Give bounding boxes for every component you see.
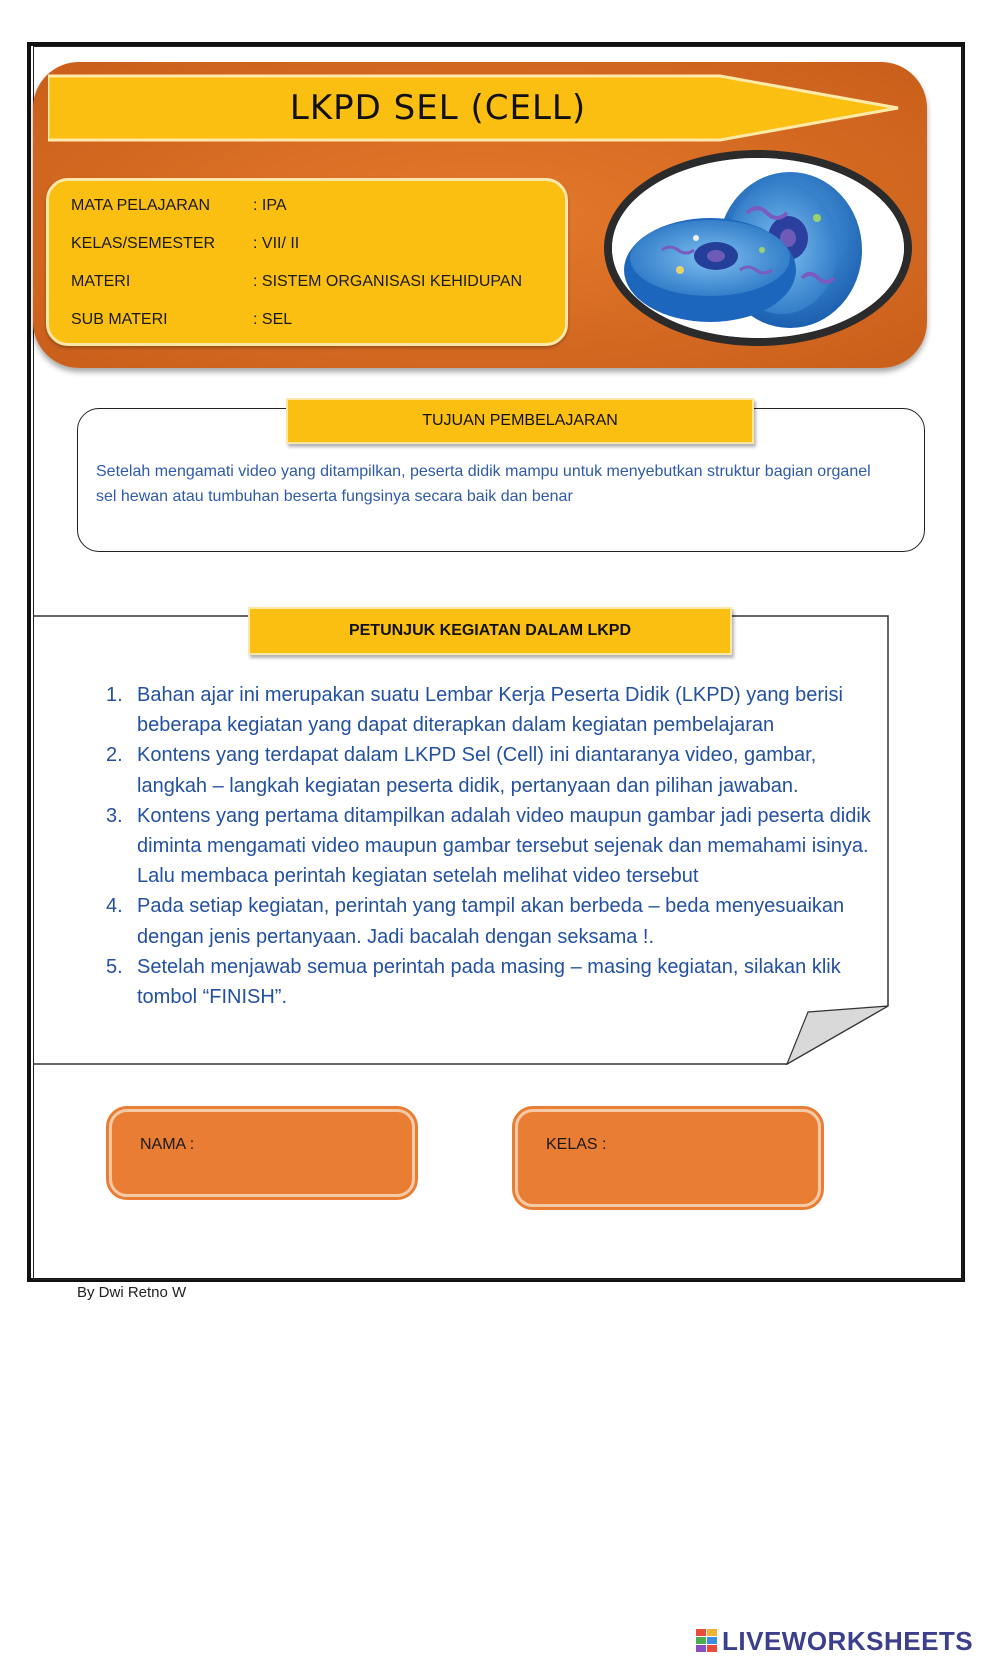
info-label: SUB MATERI [71,311,168,328]
list-item [106,801,886,892]
class-field-label: KELAS : [546,1136,607,1153]
info-value: : IPA [253,197,287,214]
step-text: Setelah menjawab semua perintah pada masing – masing kegiatan, silakan klik tombol “FINISH”. [137,955,841,1009]
name-field-label: NAMA : [140,1136,195,1153]
name-field[interactable] [109,1109,415,1197]
info-label: MATERI [71,273,131,290]
step-text: Kontens yang terdapat dalam LKPD Sel (Cell) ini diantaranya video, gambar, langkah – langkah kegiatan peserta didik, pertanyaan dan pilihan jawaban. [137,744,817,797]
learning-objective-heading: TUJUAN PEMBELAJARAN [286,398,754,444]
page-title: LKPD SEL (CELL) [289,88,587,128]
info-label: KELAS/SEMESTER [71,235,216,252]
brand-name: LIVEWORKSHEETS [722,1625,974,1656]
class-field[interactable] [515,1109,821,1207]
step-number: 1. [106,684,123,706]
step-number: 2. [106,744,123,767]
step-number: 5. [106,955,123,978]
step-text: Pada setiap kegiatan, perintah yang tampil akan berbeda – beda menyesuaikan dengan jenis pertanyaan. Jadi bacalah dengan seksama !. [137,895,845,948]
info-label: MATA PELAJARAN [71,197,210,214]
step-number: 4. [106,895,123,918]
list-item [106,891,886,951]
liveworksheets-blocks-icon [696,1629,718,1653]
list-item [106,952,886,1012]
step-text: Bahan ajar ini merupakan suatu Lembar Kerja Peserta Didik (LKPD) yang berisi beberapa kegiatan yang dapat diterapkan dalam kegiatan pembelajaran [137,684,843,737]
step-text: Kontens yang pertama ditampilkan adalah video maupun gambar jadi peserta didik diminta mengamati video maupun gambar tersebut sejenak dan memahami isinya. Lalu membaca perintah kegiatan setelah melihat video tersebut [137,804,871,888]
list-item [106,680,886,740]
instructions-heading: PETUNJUK KEGIATAN DALAM LKPD [248,607,732,655]
learning-objective-text: Setelah mengamati video yang ditampilkan, peserta didik mampu untuk menyebutkan struktur bagian organel sel hewan atau tumbuhan beserta fungsinya secara baik dan benar [96,463,871,505]
liveworksheets-logo[interactable] [696,1626,973,1656]
info-value: : SISTEM ORGANISASI KEHIDUPAN [253,273,523,290]
list-item [106,740,886,800]
info-value: : VII/ II [253,235,300,252]
author-credit: By Dwi Retno W [77,1284,187,1301]
instructions-list [106,680,886,1012]
step-number: 3. [106,804,123,827]
info-value: : SEL [253,311,293,328]
